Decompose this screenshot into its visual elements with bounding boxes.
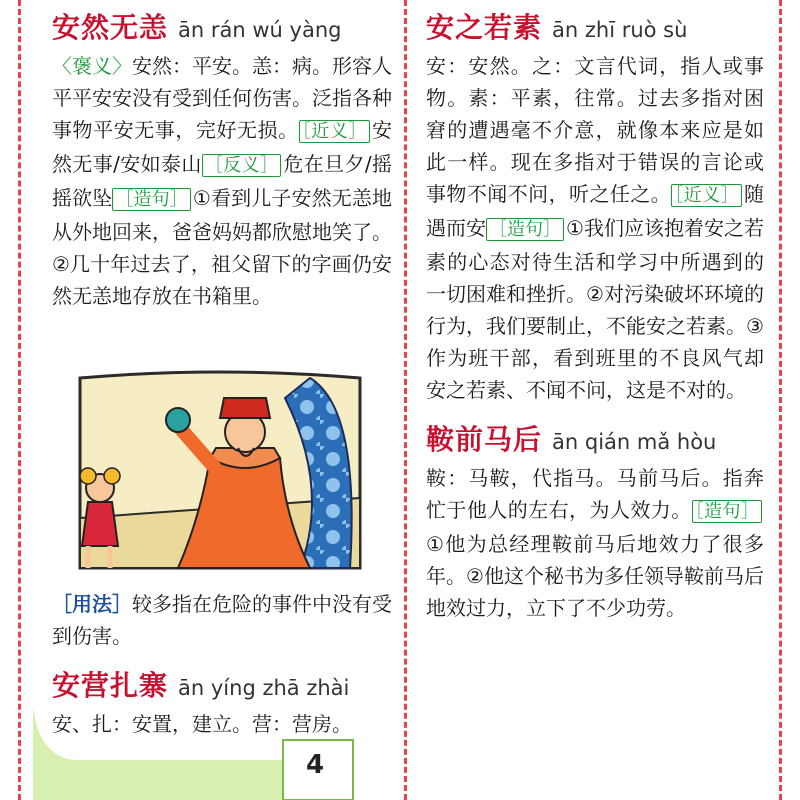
idiom-heading: 安然无恙: [52, 11, 169, 44]
example-4: ①他为总经理鞍前马后地效力了很多年。②他这个秘书为多任领导鞍前马后地效过力，立下了不少功劳。: [426, 532, 764, 620]
left-border: [18, 0, 21, 800]
page-number: 4: [306, 750, 325, 780]
idiom-heading-3: 安之若素: [426, 11, 543, 44]
definition: 安然：平安。恙：病。形容人平平安安没有受到任何伤害。泛指各种事物平安无事，完好无损。: [52, 54, 392, 142]
example-3: ①我们应该抱着安之若素的心态对待生活和学习中所遇到的一切困难和挫折。②对污染破坏环境的行为，我们要制止，不能安之若素。③作为班干部，看到班里的不良风气却安之若素、不闻不问，这是不对的。: [426, 216, 764, 402]
left-column: [52, 0, 392, 312]
antonym-text: 危在旦夕/摇摇欲坠: [52, 152, 392, 210]
definition-3: 安：安然。之：文言代词，指人或事物。素：平素，往常。过去多指对困窘的遭遇毫不介意，就像本来应是如此一样。现在多指对于错误的言论或事物不闻不问，听之任之。: [426, 54, 764, 206]
right-column: [426, 0, 764, 624]
pinyin-2: ān yíng zhā zhài: [178, 676, 350, 700]
idiom-heading-2: 安营扎寨: [52, 669, 169, 702]
column-divider: [404, 0, 407, 800]
tag-usage: ［用法］: [52, 592, 132, 616]
tag-synonym: ［近义］: [299, 120, 370, 143]
entry-body: [52, 50, 392, 312]
tag-antonym: ［反义］: [202, 154, 282, 177]
synonym-text: 安然无事/安如泰山: [52, 118, 392, 176]
pinyin-3: ān zhī ruò sù: [552, 18, 688, 42]
synonym-3: 随遇而安: [426, 182, 764, 240]
tag-commendatory: 〈褒义〉: [52, 54, 132, 78]
pinyin: ān rán wú yàng: [178, 18, 342, 42]
idiom-heading-4: 鞍前马后: [426, 423, 543, 456]
right-border: [779, 0, 782, 800]
usage-text: [52, 588, 392, 652]
tag-example-3: ［造句］: [486, 218, 564, 241]
entry-title: [52, 6, 392, 46]
illustration: [60, 368, 380, 580]
example-text: ①看到儿子安然无恙地从外地回来，爸爸妈妈都欣慰地笑了。②几十年过去了，祖父留下的字画仍安然无恙地存放在书箱里。: [52, 186, 392, 308]
usage-content: 较多指在危险的事件中没有受到伤害。: [52, 592, 392, 648]
definition-4: 鞍：马鞍，代指马。马前马后。指奔忙于他人的左右，为人效力。: [426, 466, 764, 522]
tag-example: ［造句］: [112, 188, 191, 211]
entry-title-2: [52, 664, 392, 704]
tag-example-4: ［造句］: [692, 500, 762, 523]
entry-title-4: [426, 418, 764, 458]
pinyin-4: ān qián mǎ hòu: [552, 430, 717, 454]
entry4-body: [426, 462, 764, 624]
tag-synonym-3: ［近义］: [671, 184, 742, 207]
entry-title-3: [426, 6, 764, 46]
entry2-definition: 安、扎：安置，建立。营：营房。: [52, 712, 352, 736]
entry3-body: [426, 50, 764, 406]
